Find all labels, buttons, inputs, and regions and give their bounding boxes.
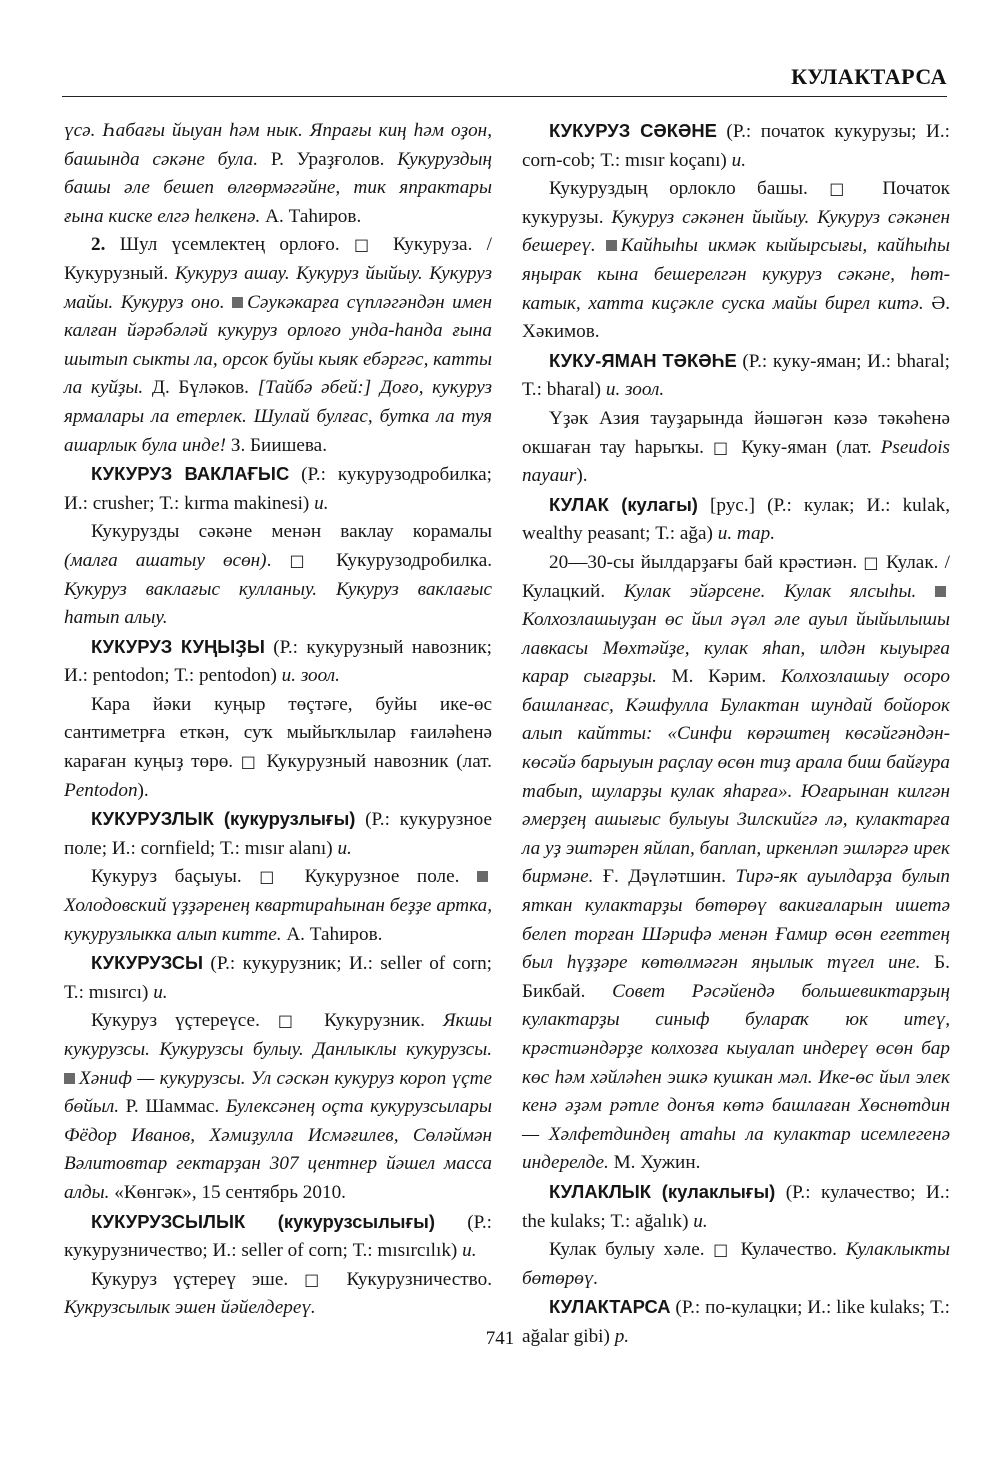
example-marker-icon (477, 871, 488, 882)
text: А. Таһиров. (260, 205, 362, 227)
entry-paragraph (522, 1236, 950, 1293)
italic-text: Совет Рәсәйендә большевиктарҙың кулактарҙы синыф булараҡ юк итеү, крәстиәндәрҙе колхозға кыуалап индереү өсөн бар көс һәм хәйләһен эшкә кушкан мәл. Ике-өс йыл элек кенә әҙәм рәтле донъя көтә башлаған Хөснөтдин — Хәлфетдиндең атаһы ла кулактар исемлегенә индерелде. (522, 980, 950, 1174)
entry-paragraph (64, 691, 492, 805)
italic-text: Якшы кукурузсы. Кукурузсы булыу. Данлыклы кукурузсы. (64, 1010, 493, 1060)
text: Кукурузодробилка. (317, 549, 493, 571)
text: . (266, 549, 290, 571)
text: А. Таһиров. (281, 923, 383, 945)
text: Шул үсемлектең орлоғо. (105, 234, 354, 256)
italic-text: Кукуруз сәкәнен йыйыу. Кукуруз сәкәнен бешереү. (522, 206, 950, 257)
entry-headword-line (64, 1208, 492, 1266)
italic-text: и. зоол. (605, 379, 665, 401)
entry-paragraph (64, 863, 492, 949)
headword: КУКУ-ЯМАН ТӘКӘҺЕ (549, 349, 737, 371)
entry-headword-line (64, 949, 492, 1007)
text: (Р.: кукурузное поле; И.: cornfield; Т.: mısır alanı) (64, 809, 492, 859)
headword: КУКУРУЗ ВАКЛАҒЫС (91, 463, 290, 485)
italic-text: и. (337, 837, 352, 859)
text: (Р.: по-кулацки; И.: like kulaks; Т.: ağalar gibi) (522, 1297, 950, 1347)
translation-marker-icon: □ (354, 235, 379, 255)
entry-paragraph (64, 1266, 492, 1323)
text: (Р.: кукурузодробилка; И.: crusher; Т.: kırma makinesi) (64, 464, 493, 514)
italic-text: Кукуруздың башы әле бешеп өлгөрмәгәйне, тик япрактары ғына киске елгә һелкенә. (64, 148, 492, 227)
italic-text: Холодовский үҙҙәренең квартираһынан беҙҙе артка, кукурузлыкка алып китте. (64, 895, 492, 945)
text: (Р.: кукурузник; И.: seller of corn; Т.: mısırcı) (64, 953, 492, 1003)
italic-text: үсә. Һабағы йыуан һәм нык. Япрағы киң һәм оҙон, башында сәкәне була. (64, 120, 492, 170)
page-number: 741 (485, 1328, 515, 1349)
text: (Р.: кулачество; И.: the kulaks; Т.: ağalık) (522, 1181, 951, 1232)
text: Үҙәк Азия тауҙарында йәшәгән кәзә тәкәһенә окшаған тау һарыҡы. (522, 407, 950, 458)
italic-text: (малға ашатыу өсөн) (64, 549, 267, 571)
text: Кулак. / Кулацкий. (522, 551, 950, 602)
text: Ә. Хәкимов. (522, 292, 950, 343)
italic-text: и. (153, 981, 168, 1003)
translation-marker-icon: □ (240, 752, 259, 772)
headword: КУКУРУЗЛЫК (кукурузлығы) (91, 808, 356, 830)
text: (Р.: початок кукурузы; И.: corn-cob; Т.: mısır koçanı) (522, 121, 950, 171)
text: Кулачество. (732, 1239, 846, 1261)
text: (Р.: кукурузный навозник; И.: pentodon; Т.: pentodon) (64, 636, 492, 687)
italic-text: р. (614, 1325, 630, 1347)
italic-text: Кайһыһы икмәк кыйырсығы, кайһыһы яңырак кына бешерелгән кукуруз сәкәне, һөт-катык, хатта киçәкле суска майы бирел китә. (522, 235, 950, 314)
text: ). (137, 779, 149, 801)
page-header (62, 0, 947, 97)
italic-text: и. (693, 1210, 708, 1232)
headword: КУКУРУЗСЫЛЫК (кукурузсылығы) (91, 1210, 435, 1232)
text: ). (576, 465, 588, 487)
translation-marker-icon: □ (289, 550, 318, 570)
italic-text: и. зоол. (281, 665, 340, 687)
italic-text: Кукуруз ваклағыс кулланыу. Кукуруз ваклағыс һатып алыу. (64, 578, 492, 629)
headword: КУКУРУЗ СӘКӘНЕ (549, 120, 717, 141)
italic-text: и. (731, 149, 746, 171)
entry-headword-line (522, 491, 950, 549)
italic-text: Pentodon (64, 779, 138, 801)
text: Початок кукурузы. (522, 178, 950, 228)
translation-marker-icon: □ (829, 179, 861, 199)
translation-marker-icon: □ (304, 1269, 331, 1289)
entry-headword-line (64, 633, 492, 691)
entry-headword-line (64, 805, 492, 863)
translation-marker-icon: □ (277, 1011, 307, 1031)
italic-text: Хәниф — кукурузсы. Ул сәскән кукуруз короп үçте бөйыл. (64, 1067, 492, 1118)
text: Кукурузное поле. (287, 866, 477, 888)
example-marker-icon (64, 1073, 75, 1084)
italic-text: и. (314, 492, 329, 514)
text: Кукурузник. (306, 1010, 443, 1032)
text: Кукурузный навозник (лат. (258, 751, 492, 773)
italic-text: и. (462, 1240, 477, 1262)
italic-text: Колхозлашыуҙан өс йыл әүәл әле ауыл йыйылышы лавкасы Мөхтәйҙе, кулак яһап, илдән кыуырға карар сығарҙы. (522, 609, 950, 688)
text: (Р.: куку-яман; И.: bharal; Т.: bharal) (522, 350, 950, 401)
text: Кулак булыу хәле. (549, 1239, 714, 1261)
entry-paragraph (522, 549, 950, 1178)
entry-paragraph (64, 231, 492, 460)
italic-text: [Тайбә әбей:] Доғо, кукуруз ярмалары ла етерлек. Шулай булғас, бутка ла туя ашарлык була инде! (64, 377, 492, 456)
italic-text: Сәукәкарға сүпләгәндән имен калған йәрәбәләй кукуруз орлоғо унда-һанда ғына шытып сыкты ла, орсок буйы кыяк ебәргәс, катты ла куйҙы. (64, 291, 492, 399)
example-marker-icon (606, 240, 617, 251)
italic-text: Тирә-як ауылдарҙа булып яткан кулактарҙы бөтөрөү вакиғаларын ишетә белеп торған Шәрифә менән Ғамир өсөн егеттең был һүҙҙәре көтөлмәгән яңылык түгел ине. (522, 866, 950, 974)
entry-paragraph (522, 405, 950, 491)
entry-headword-line (522, 117, 950, 175)
text: Б. Бикбай. (522, 952, 950, 1002)
text: Кукуруздың орлоклo башы. (549, 178, 830, 200)
italic-text: Кукрузсылык эшен йәйелдереү. (64, 1297, 316, 1319)
left-column (64, 117, 492, 1323)
entry-paragraph (64, 117, 492, 231)
text: Кукурузды сәкәне менән ваклау корамалы (91, 521, 492, 543)
text: Р. Ураҙғолов. (258, 148, 398, 170)
text: Кукуруз үçтереү эше. (91, 1268, 305, 1290)
italic-text: Кулак эйәрсене. Кулак ялсыһы. (623, 580, 935, 602)
text: Ғ. Дәүләтшин. (593, 866, 736, 888)
text: «Көнгәк», 15 сентябрь 2010. (109, 1181, 346, 1203)
header-rule (62, 96, 947, 97)
entry-headword-line (522, 1178, 950, 1236)
text: Кукуруз үçтереүсе. (91, 1010, 278, 1032)
translation-marker-icon: □ (863, 552, 880, 572)
running-head: КУЛАКТАРСА (791, 64, 947, 89)
example-marker-icon (232, 297, 243, 308)
headword: КУЛАК (кулагы) (549, 493, 698, 515)
text: М. Хужин. (608, 1152, 701, 1174)
example-marker-icon (935, 586, 946, 597)
text: [рус.] (Р.: кулак; И.: kulak, wealthy peasant; Т.: ağa) (522, 494, 950, 545)
text: Кукуруз баçыуы. (91, 866, 260, 888)
text: Кукуруза. / Кукурузный. (64, 234, 493, 284)
entry-paragraph (64, 518, 492, 632)
text: 20—30-сы йылдарҙағы бай крәстиән. (549, 551, 864, 573)
translation-marker-icon: □ (259, 867, 288, 887)
italic-text: Кукуруз ашау. Кукуруз йыйыу. Кукуруз майы. Кукуруз оно. (64, 262, 492, 313)
italic-text: Pseudois nayaur (522, 436, 950, 487)
text: (Р.: кукурузничество; И.: seller of corn; Т.: mısırcılık) (64, 1211, 492, 1262)
entry-headword-line (522, 347, 950, 405)
text: М. Кәрим. (656, 666, 781, 688)
right-column (522, 117, 950, 1352)
text: Р. Шаммас. (119, 1096, 226, 1118)
headword: КУЛАКЛЫК (кулаклығы) (549, 1180, 776, 1202)
entry-paragraph (522, 175, 950, 347)
entry-headword-line (64, 460, 492, 518)
italic-text: Кулаклыкты бөтөрөү. (522, 1239, 950, 1289)
text: Кукурузничество. (330, 1268, 492, 1290)
italic-text: Булексәнең оçта кукурузсылары Фёдор Иванов, Хәмиҙулла Исмәғилев, Сөләймән Вәлитовтар гектарҙан 307 центнер йәшел масса алды. (64, 1096, 492, 1203)
sense-number: 2. (91, 234, 106, 256)
headword: КУКУРУЗ КУҢЫҘЫ (91, 635, 265, 657)
translation-marker-icon: □ (713, 1240, 733, 1260)
text: Кара йәки куңыр төçтәге, буйы ике-өс сантиметрға еткән, суҡ мыйыҡлылар ғаиләһенә караған куңыҙ төрө. (64, 693, 492, 773)
text: З. Биишева. (226, 434, 327, 456)
italic-text: Колхозлашыу осоро башланғас, Кәшфулла Булактан шундай бойорок алып кайтты: «Синфи көрәштең көсәйгәндән-көсәйә барыуын раçлау өсөн тиҙ арала биш байғура табып, шуларҙы кулак яһарға». Юғарынан килгән әмерҙең ашығыс булыуы Зилскийгә лә, кулактарға ла уҙ эштәрен яйлап, баплап, иркенләп эшләргә ирек бирмәне. (522, 666, 950, 888)
translation-marker-icon: □ (712, 437, 733, 457)
italic-text: и. тар. (717, 523, 775, 545)
text: Куку-яман (лат. (732, 436, 881, 458)
entry-paragraph (64, 1007, 492, 1207)
headword: КУЛАКТАРСА (549, 1296, 671, 1318)
headword: КУКУРУЗСЫ (91, 952, 204, 974)
text: Д. Бүләков. (143, 377, 258, 399)
